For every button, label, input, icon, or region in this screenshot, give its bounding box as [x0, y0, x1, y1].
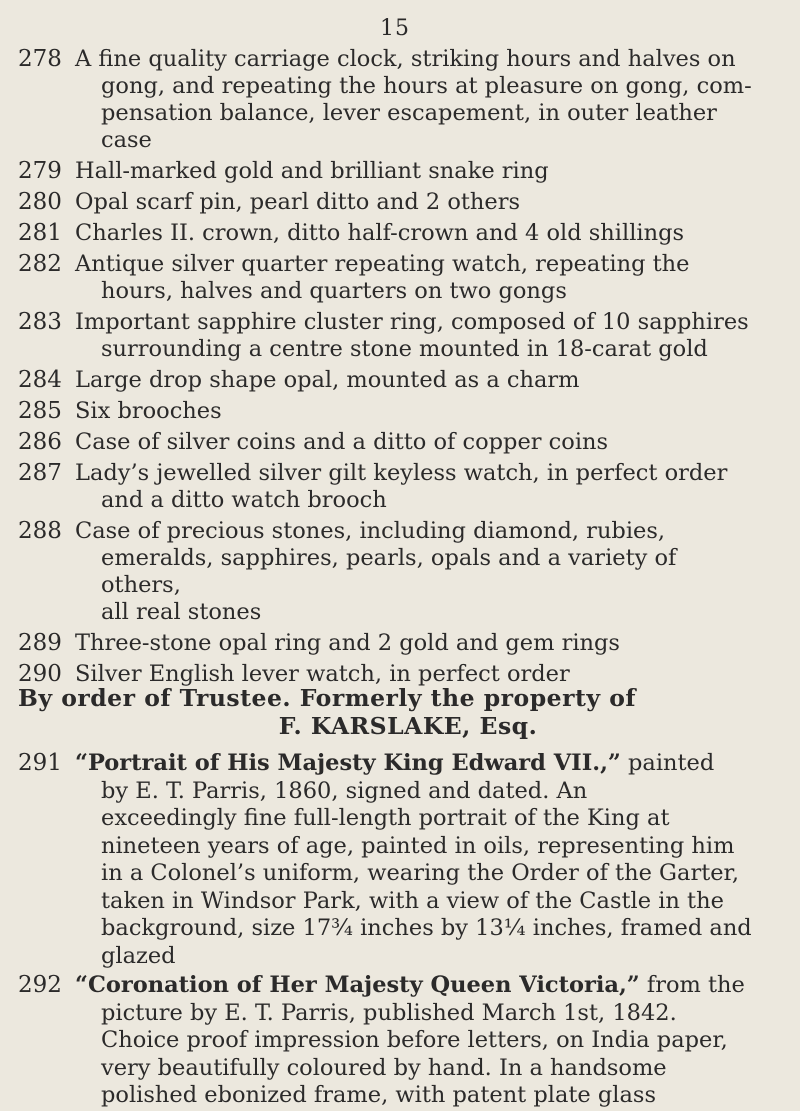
- page-number: 15: [380, 16, 410, 41]
- lot-line: gong, and repeating the hours at pleasure on gong, com-: [101, 73, 752, 99]
- lot-line: glazed: [101, 942, 176, 969]
- lot-entry: [0, 630, 800, 657]
- lot-line: exceedingly fine full-length portrait of the King at: [101, 805, 670, 831]
- lot-title: “Coronation of Her Majesty Queen Victoria,”: [75, 972, 640, 998]
- lot-line: from the: [646, 972, 745, 998]
- lot-entry: [0, 46, 800, 154]
- lot-number: 286: [18, 429, 62, 455]
- lot-line: Case of precious stones, including diamond, rubies,: [75, 518, 666, 544]
- lot-line: Six brooches: [75, 398, 222, 424]
- lot-description: [75, 972, 760, 1110]
- lot-number: 284: [18, 367, 62, 393]
- lot-description: [75, 518, 760, 626]
- lot-description: [75, 398, 760, 425]
- lot-line: surrounding a centre stone mounted in 18-carat gold: [101, 336, 708, 362]
- lot-title: “Portrait of His Majesty King Edward VII.,”: [75, 750, 621, 776]
- lot-entry: [0, 750, 800, 970]
- lot-description: [75, 309, 760, 363]
- lot-description: [75, 189, 760, 216]
- lot-line: background, size 17¾ inches by 13¼ inches, framed and: [101, 915, 752, 941]
- lot-line: Opal scarf pin, pearl ditto and 2 others: [75, 189, 521, 215]
- lot-line: Choice proof impression before letters, on India paper,: [101, 1027, 728, 1053]
- lot-entry: [0, 251, 800, 305]
- lot-description: [75, 220, 760, 247]
- lot-line: hours, halves and quarters on two gongs: [101, 278, 567, 304]
- lot-entry: [0, 972, 800, 1110]
- lot-entry: [0, 309, 800, 363]
- lot-description: [75, 750, 760, 970]
- lot-list: [0, 46, 800, 688]
- lot-number: 285: [18, 398, 62, 424]
- provenance-line-1: By order of Trustee. Formerly the property of: [18, 684, 636, 712]
- lot-entry: [0, 158, 800, 185]
- lot-line: in a Colonel’s uniform, wearing the Order of the Garter,: [101, 860, 739, 886]
- lot-line: Antique silver quarter repeating watch, repeating the: [75, 251, 690, 277]
- lot-line: emeralds, sapphires, pearls, opals and a variety of others,: [101, 545, 677, 598]
- lot-line: painted: [628, 750, 715, 776]
- lot-number: 280: [18, 189, 62, 215]
- lot-number: 292: [18, 972, 62, 998]
- lot-number: 290: [18, 661, 62, 687]
- lot-line: nineteen years of age, painted in oils, representing him: [101, 832, 735, 859]
- lot-line: Hall-marked gold and brilliant snake ring: [75, 158, 549, 184]
- lot-entry: [0, 220, 800, 247]
- lot-description: [75, 158, 760, 185]
- provenance-heading: [18, 684, 778, 740]
- lot-line: Important sapphire cluster ring, composed of 10 sapphires: [75, 309, 749, 335]
- lot-entry: [0, 367, 800, 394]
- lot-line: by E. T. Parris, 1860, signed and dated. An: [101, 777, 588, 804]
- lot-description: [75, 46, 760, 154]
- lot-number: 289: [18, 630, 62, 656]
- lot-description: [75, 630, 760, 657]
- lot-description: [75, 251, 760, 305]
- lot-number: 283: [18, 309, 62, 335]
- lot-line: Large drop shape opal, mounted as a charm: [75, 367, 580, 393]
- lot-description: [75, 460, 760, 514]
- lot-line: picture by E. T. Parris, published March 1st, 1842.: [101, 999, 677, 1026]
- lot-number: 291: [18, 750, 62, 776]
- lot-description: [75, 429, 760, 456]
- lot-entry: [0, 189, 800, 216]
- lot-number: 287: [18, 460, 62, 486]
- lot-line: Case of silver coins and a ditto of copper coins: [75, 429, 609, 455]
- lot-line: very beautifully coloured by hand. In a handsome: [101, 1054, 667, 1081]
- lot-line: case: [101, 127, 152, 153]
- lot-number: 281: [18, 220, 62, 246]
- lot-line: Silver English lever watch, in perfect order: [75, 661, 570, 687]
- provenance-owner: F. KARSLAKE, Esq.: [278, 712, 538, 740]
- lot-entry: [0, 429, 800, 456]
- lot-line: Charles II. crown, ditto half-crown and 4 old shillings: [75, 220, 685, 246]
- lot-entry: [0, 518, 800, 626]
- lot-line: polished ebonized frame, with patent plate glass: [101, 1082, 657, 1108]
- lot-entry: [0, 460, 800, 514]
- lot-line: Lady’s jewelled silver gilt keyless watch, in perfect order: [75, 460, 728, 486]
- lot-number: 279: [18, 158, 62, 184]
- lot-line: all real stones: [101, 599, 262, 625]
- lot-number: 282: [18, 251, 62, 277]
- lot-number: 288: [18, 518, 62, 544]
- lot-entry: [0, 398, 800, 425]
- lot-line: Three-stone opal ring and 2 gold and gem rings: [75, 630, 620, 656]
- lot-line: and a ditto watch brooch: [101, 487, 387, 513]
- lot-list-2: [0, 750, 800, 1110]
- lot-line: taken in Windsor Park, with a view of the Castle in the: [101, 887, 724, 914]
- lot-line: pensation balance, lever escapement, in outer leather: [101, 100, 717, 126]
- lot-line: A fine quality carriage clock, striking hours and halves on: [75, 46, 736, 72]
- lot-number: 278: [18, 46, 62, 72]
- lot-description: [75, 367, 760, 394]
